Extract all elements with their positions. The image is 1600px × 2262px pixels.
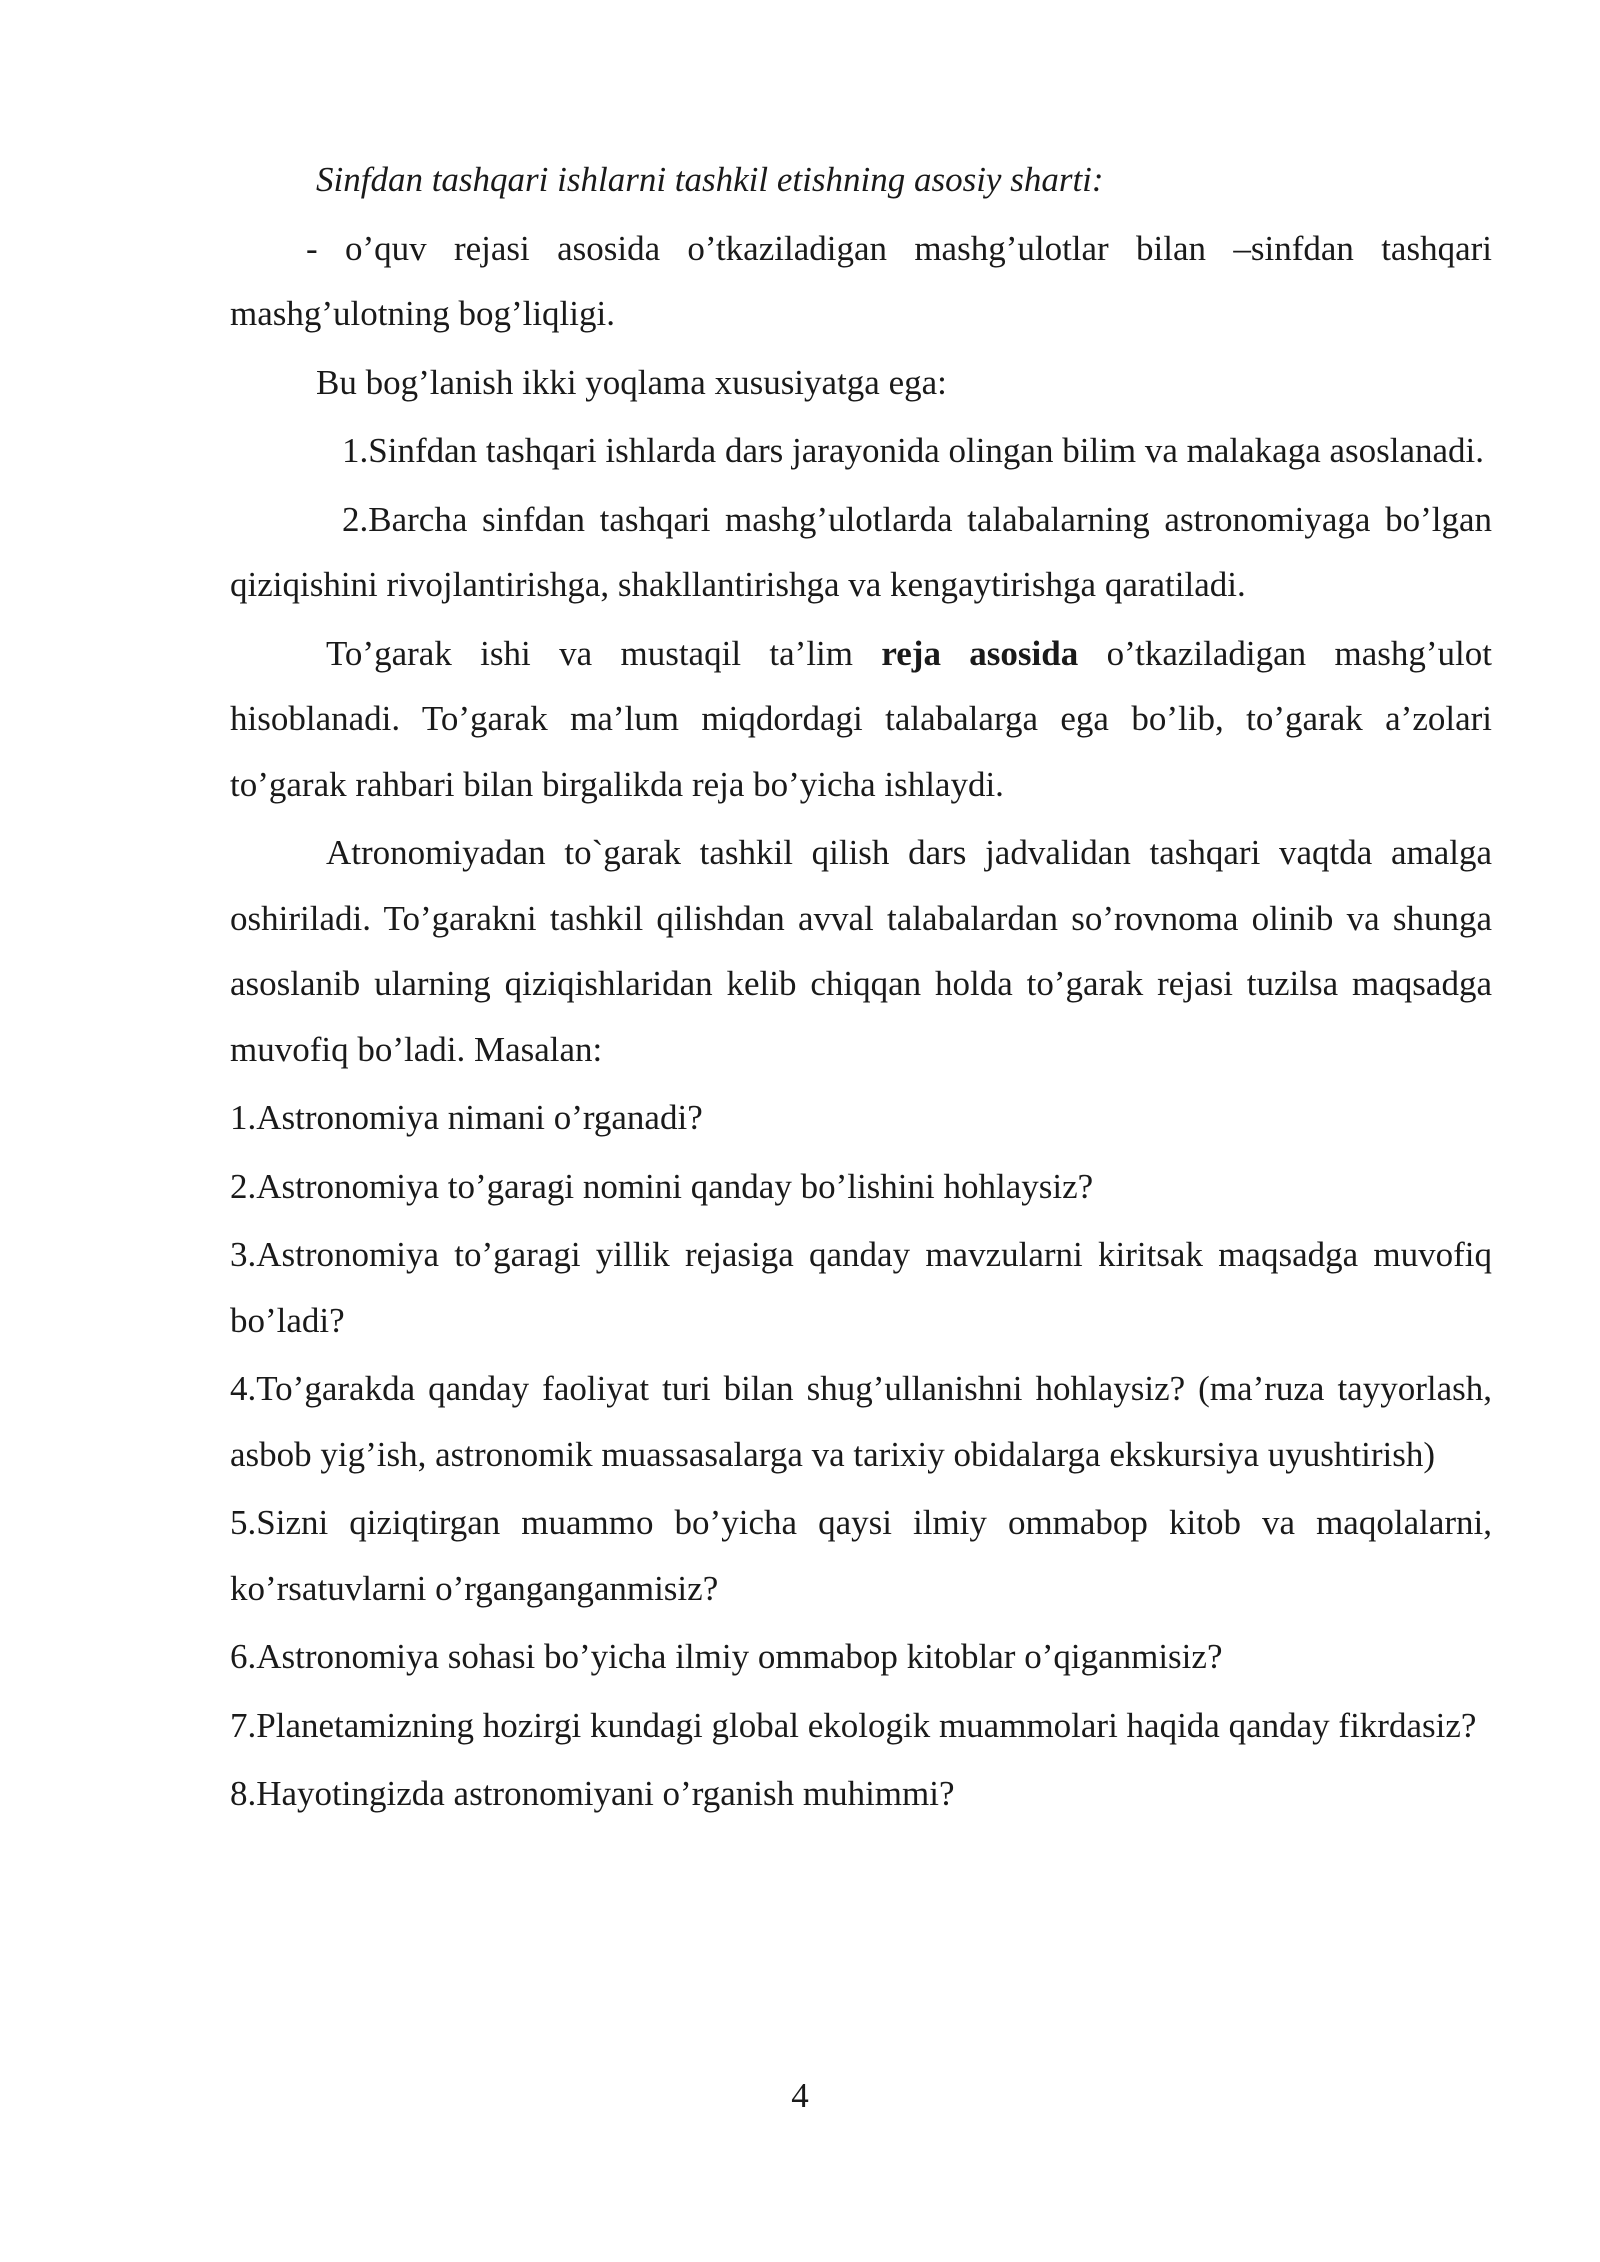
togarak-bold-phrase: reja asosida [881, 633, 1079, 673]
section-heading: Sinfdan tashqari ishlarni tashkil etishning asosiy sharti: [316, 160, 1104, 199]
question-item-7: 7.Planetamizning hozirgi kundagi global ekologik muammolari haqida qanday fikrdasiz? [230, 1705, 1477, 1745]
togarak-paragraph [230, 621, 1492, 818]
page-body [230, 147, 1492, 1830]
question-item-4: 4.To’garakda qanday faoliyat turi bilan shug’ullanishni hohlaysiz? (ma’ruza tayyorlash, asbob yig’ish, astronomik muassasalarga va tarixiy obidalarga ekskursiya uyushtirish) [230, 1369, 1492, 1474]
question-item-8: 8.Hayotingizda astronomiyani o’rganish muhimmi? [230, 1774, 955, 1813]
astronomy-paragraph: Atronomiyadan to`garak tashkil qilish dars jadvalidan tashqari vaqtda amalga oshiriladi. To’garakni tashkil qilishdan avval talabalardan so’rovnoma olinib va shunga asoslanib ularning qiziqishlaridan kelib chiqqan holda to’garak rejasi tuzilsa maqsadga muvofiq bo’ladi. Masalan: [230, 833, 1492, 1069]
intro-paragraph: Bu bog’lanish ikki yoqlama xususiyatga ega: [316, 362, 947, 402]
page-number: 4 [791, 2076, 809, 2115]
question-item-2: 2.Astronomiya to’garagi nomini qanday bo’lishini hohlaysiz? [230, 1166, 1094, 1206]
question-item-6: 6.Astronomiya sohasi bo’yicha ilmiy ommabop kitoblar o’qiganmisiz? [230, 1637, 1223, 1676]
togarak-text-start: To’garak ishi va mustaqil ta’lim [326, 633, 882, 673]
question-item-1: 1.Astronomiya nimani o’rganadi? [230, 1098, 703, 1137]
question-item-3: 3.Astronomiya to’garagi yillik rejasiga qanday mavzularni kiritsak maqsadga muvofiq bo’ladi? [230, 1235, 1492, 1340]
question-item-5: 5.Sizni qiziqtirgan muammo bo’yicha qaysi ilmiy ommabop kitob va maqolalarni, ko’rsatuvlarni o’rganganganmisiz? [230, 1503, 1492, 1608]
togarak-text-end: o’tkaziladigan mashg’ulot hisoblanadi. To’garak ma’lum miqdordagi talabalarga ega bo’lib, to’garak a’zolari to’garak rahbari bilan birgalikda reja bo’yicha ishlaydi. [230, 633, 1493, 804]
feature-item-1: 1.Sinfdan tashqari ishlarda dars jarayonida olingan bilim va malakaga asoslanadi. [342, 431, 1485, 470]
feature-item-2: 2.Barcha sinfdan tashqari mashg’ulotlarda talabalarning astronomiyaga bo’lgan qiziqishini rivojlantirishga, shakllantirishga va kengaytirishga qaratiladi. [230, 499, 1492, 604]
dash-list-item: - o’quv rejasi asosida o’tkaziladigan mashg’ulotlar bilan –sinfdan tashqari mashg’ulotning bog’liqligi. [230, 228, 1492, 333]
